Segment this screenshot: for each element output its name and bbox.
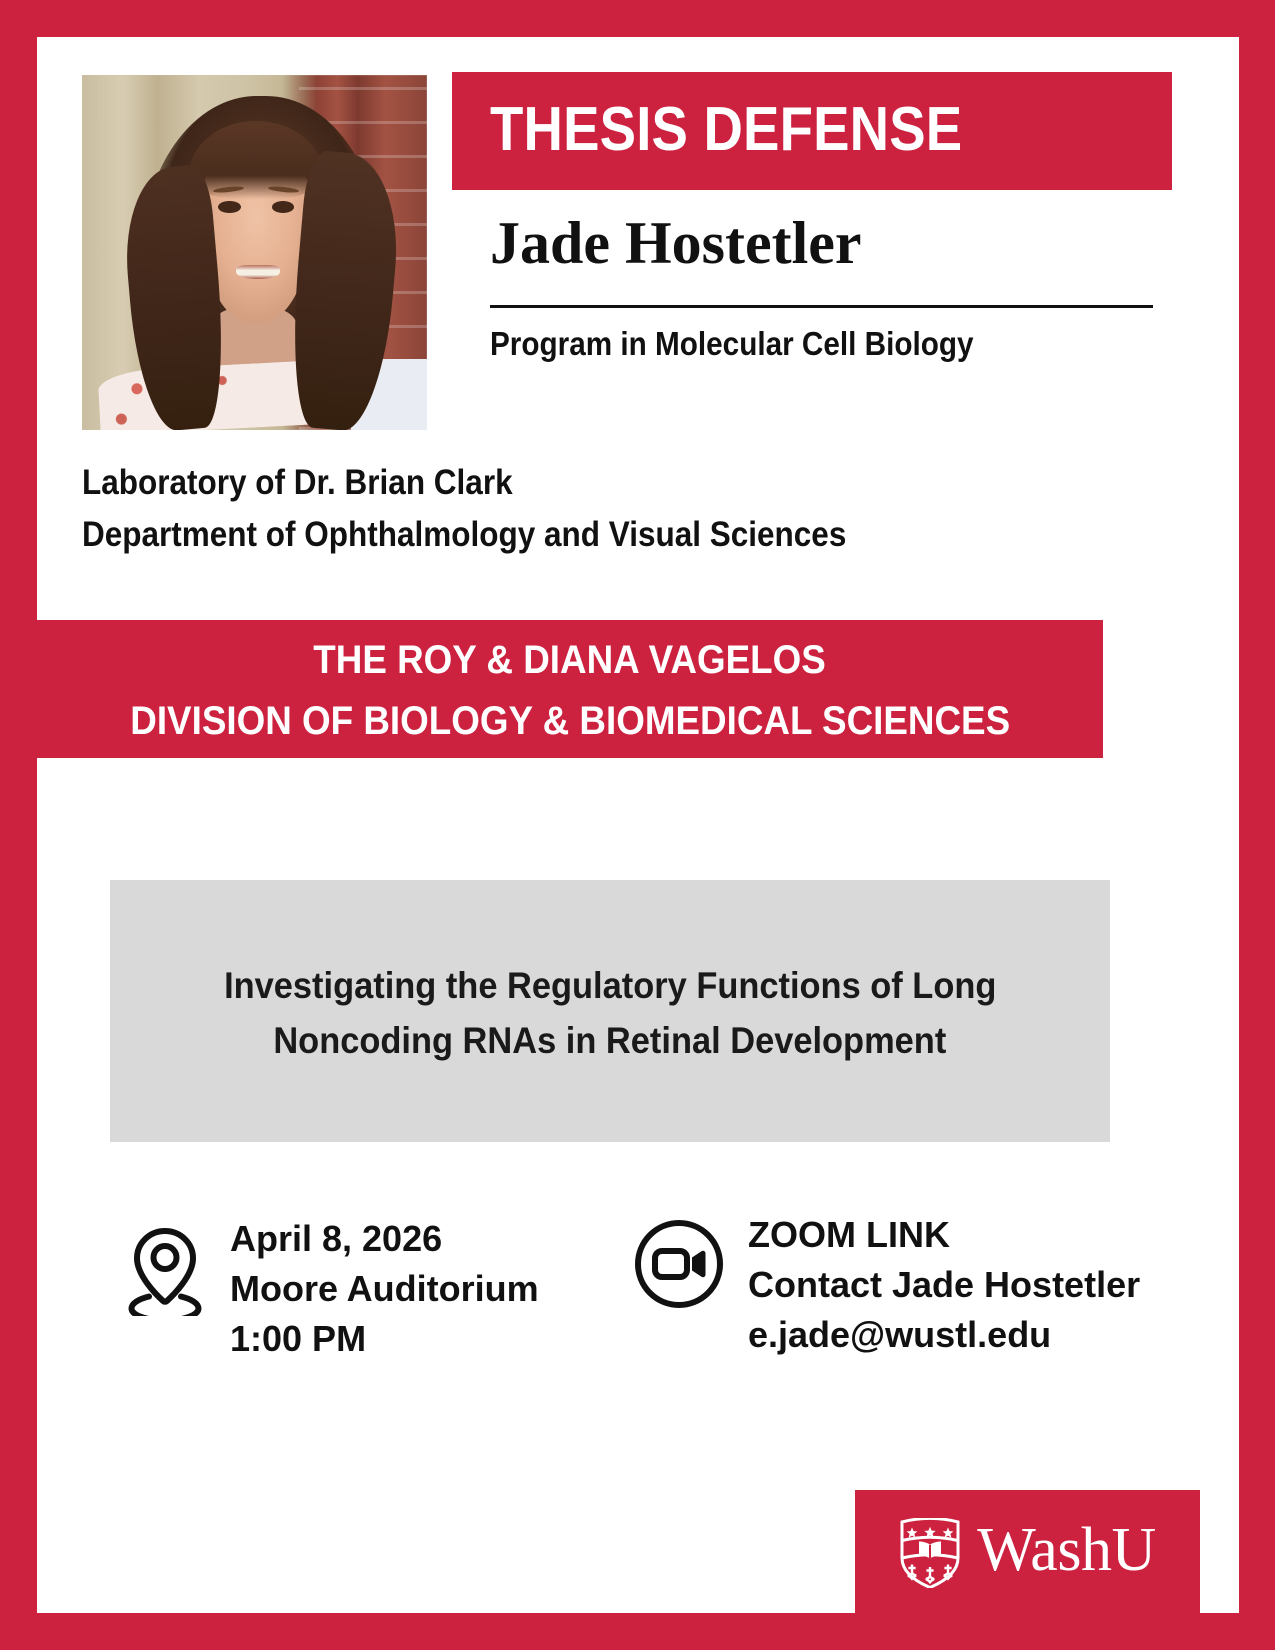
photo-eye-left <box>218 201 240 213</box>
division-line-1 <box>37 630 1103 691</box>
name-divider-rule <box>490 305 1153 308</box>
event-time: 1:00 PM <box>230 1318 367 1359</box>
body-card <box>37 758 1172 1613</box>
washu-shield-icon <box>899 1518 961 1588</box>
thesis-defense-label <box>490 94 1027 165</box>
video-camera-icon <box>632 1218 726 1310</box>
washu-wordmark: WashU <box>977 1515 1156 1584</box>
washu-logo-block <box>855 1490 1200 1615</box>
map-pin-icon <box>122 1224 208 1316</box>
student-headshot-photo <box>82 75 427 430</box>
department-line-text: Department of Ophthalmology and Visual Sciences <box>82 515 847 554</box>
division-line-2-text: DIVISION OF BIOLOGY & BIOMEDICAL SCIENCES <box>130 699 1010 743</box>
thesis-title-box <box>110 880 1110 1142</box>
poster-canvas <box>37 37 1239 1613</box>
event-details-row <box>37 1198 1172 1388</box>
zoom-contact-email[interactable]: e.jade@wustl.edu <box>748 1314 1052 1355</box>
student-name: Jade Hostetler <box>490 210 862 276</box>
event-location-block <box>122 1202 539 1364</box>
lab-line-text: Laboratory of Dr. Brian Clark <box>82 463 513 502</box>
program-name <box>452 325 1172 363</box>
department-line <box>82 509 1142 561</box>
event-venue: Moore Auditorium <box>230 1268 539 1309</box>
division-line-2 <box>37 691 1103 752</box>
lab-affiliation <box>82 457 1142 561</box>
zoom-contact-name: Contact Jade Hostetler <box>748 1264 1141 1305</box>
zoom-link-heading: ZOOM LINK <box>748 1214 950 1255</box>
thesis-title-line-1-text: Investigating the Regulatory Functions of Long <box>223 965 997 1006</box>
division-banner <box>37 620 1103 758</box>
thesis-defense-banner <box>452 72 1172 190</box>
program-text: Program in Molecular Cell Biology <box>490 325 974 362</box>
division-line-1-text: THE ROY & DIANA VAGELOS <box>313 638 827 682</box>
thesis-title-line-2 <box>150 1013 1070 1068</box>
thesis-title <box>150 958 1070 1068</box>
event-zoom-block <box>632 1198 1140 1360</box>
event-zoom-text <box>748 1198 1140 1360</box>
event-date: April 8, 2026 <box>230 1218 443 1259</box>
event-location-text <box>230 1202 539 1364</box>
lab-line <box>82 457 1142 509</box>
thesis-defense-text: THESIS DEFENSE <box>490 95 963 165</box>
thesis-title-line-1 <box>150 958 1070 1013</box>
header-card <box>37 37 1172 620</box>
thesis-title-line-2-text: Noncoding RNAs in Retinal Development <box>273 1020 947 1061</box>
